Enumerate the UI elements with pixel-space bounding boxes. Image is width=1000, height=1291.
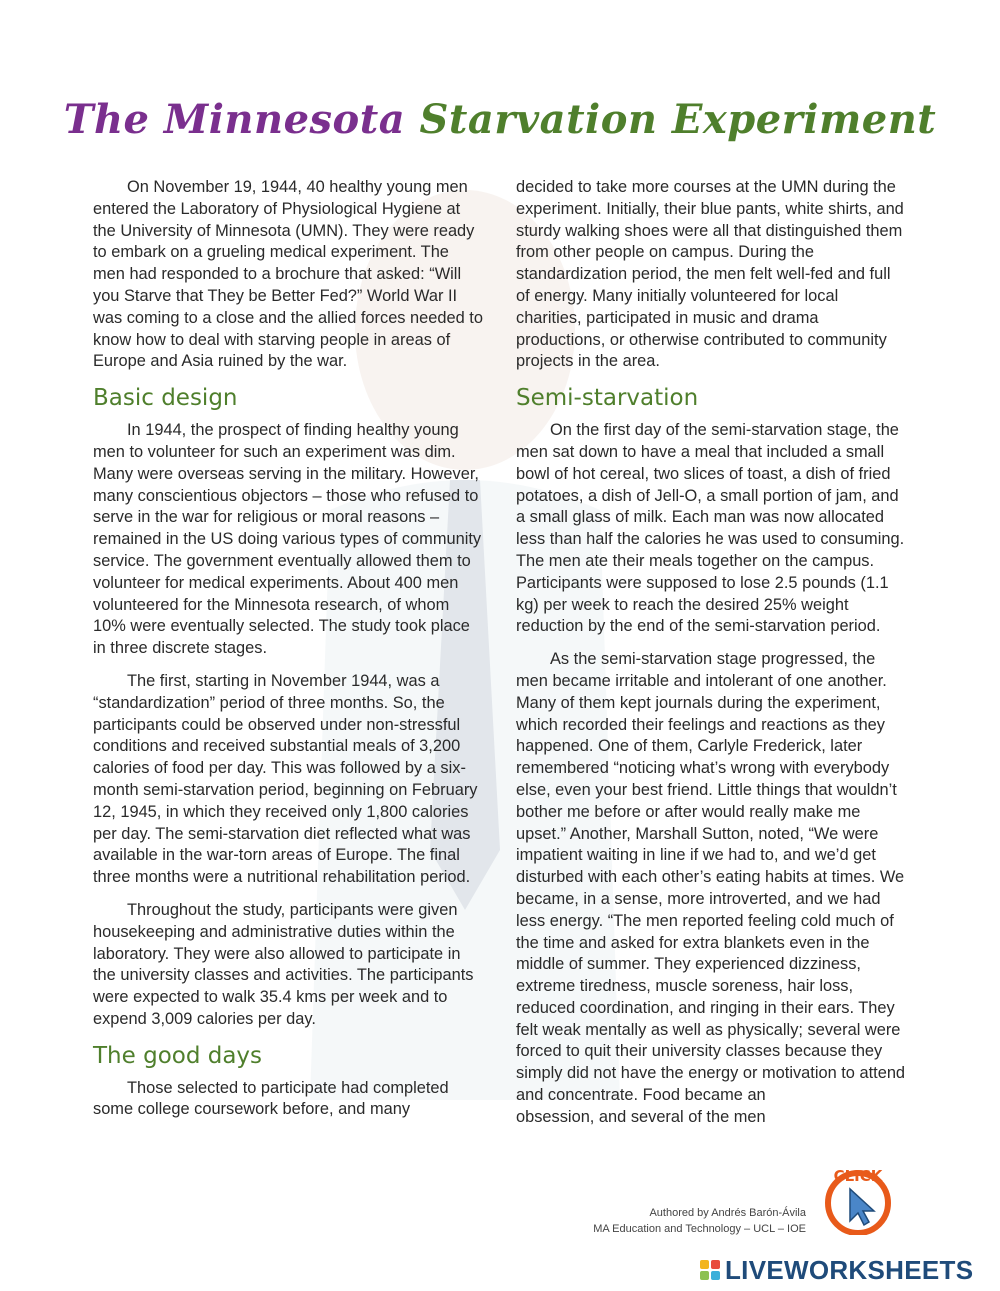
basic-design-paragraph-2: The first, starting in November 1944, was a “standardization” period of three months. So, the participants could be observed under non-stressful conditions and received substantial meals of 3,200 calories of food per day. This was followed by a six-month semi-starvation period, beginning on February 12, 1945, in which they received only 1,800 calories per day. The semi-starvation diet reflected what was available in the war-torn areas of Europe. The final three months were a nutritional rehabilitation period. [93, 671, 478, 887]
author-credit [560, 1205, 806, 1237]
liveworksheets-blocks-icon [700, 1260, 720, 1280]
title-part-purple: The Minnesota [63, 96, 406, 143]
liveworksheets-brand [700, 1255, 973, 1285]
heading-semi-starvation: Semi-starvation [516, 385, 699, 412]
semi-starvation-paragraph-2: As the semi-starvation stage progressed, the men became irritable and intolerant of one another. Many of them kept journals during the experiment, which recorded their feelings and reactions as they happened. One of them, Carlyle Frederick, later remembered “noticing what’s wrong with everybody else, even your best friend. Little things that wouldn’t bother me before or after would really make me upset.” Another, Marshall Sutton, noted, “We were impatient waiting in line if we had to, and we’d get disturbed with each other’s eating habits at times. We became, in a sense, more introverted, and we had less energy. “The men reported feeling cold much of the time and asked for extra blankets even in the middle of summer. They experienced dizziness, extreme tiredness, muscle soreness, hair loss, reduced coordination, and ringing in their ears. They felt weak mentally as well as physically; several were forced to quit their university classes because they simply did not have the energy or motivation to attend and concentrate. Food became an [516, 650, 906, 1105]
heading-basic-design: Basic design [93, 385, 238, 412]
intro-paragraph: On November 19, 1944, 40 healthy young men entered the Laboratory of Physiological Hygiene at the University of Minnesota (UMN). They were ready to embark on a grueling medical experiment. The men had responded to a brochure that asked: “Will you Starve that They be Better Fed?” World War II was coming to a close and the allied forces needed to know how to deal with starving people in areas of Europe and Asia ruined by the war. [93, 178, 483, 371]
left-column [93, 177, 485, 1121]
click-logo-word: CLICK [833, 1167, 883, 1185]
good-days-paragraph-continued: decided to take more courses at the UMN during the experiment. Initially, their blue pants, white shirts, and sturdy walking shoes were all that distinguished them from other people on campus. During the standardization period, the men felt well-fed and full of energy. Many initially volunteered for local charities, participated in music and drama productions, or otherwise contributed to community projects in the area. [516, 178, 904, 371]
basic-design-paragraph-1: In 1944, the prospect of finding healthy young men to volunteer for such an experiment was dim. Many were overseas serving in the military. However, many conscientious objectors – those who refused to serve in the war for religious or moral reasons – remained in the US doing various types of community service. The government eventually allowed them to volunteer for medical experiments. About 400 men volunteered for the Minnesota research, of whom 10% were eventually selected. The study took place in three discrete stages. [93, 421, 482, 658]
basic-design-paragraph-3: Throughout the study, participants were given housekeeping and administrative duties within the laboratory. They were also allowed to participate in the university classes and activities. The participants were expected to walk 35.4 kms per week and to expend 3,009 calories per day. [93, 900, 474, 1028]
semi-starvation-paragraph-2-last-line: obsession, and several of the men [516, 1107, 766, 1126]
page-title [0, 96, 1000, 143]
author-line-2: MA Education and Technology – UCL – IOE [593, 1223, 806, 1235]
click-learning-practice-logo [817, 1163, 899, 1235]
author-line-1: Authored by Andrés Barón-Ávila [649, 1207, 806, 1219]
good-days-paragraph-start: Those selected to participate had completed some college coursework before, and many [93, 1078, 449, 1119]
title-part-green: Starvation Experiment [419, 96, 937, 143]
brand-name: LIVEWORKSHEETS [725, 1254, 974, 1285]
heading-good-days: The good days [93, 1042, 263, 1069]
semi-starvation-paragraph-1: On the first day of the semi-starvation stage, the men sat down to have a meal that included a small bowl of hot cereal, two slices of toast, a dish of fried potatoes, a dish of Jell-O, a small portion of jam, and a small glass of milk. Each man was now allocated less than half the calories he was used to consuming. The men ate their meals together on the campus. Participants were supposed to lose 2.5 pounds (1.1 kg) per week to reach the desired 25% weight reduction by the end of the semi-starvation period. [516, 421, 905, 636]
right-column [516, 177, 906, 1129]
